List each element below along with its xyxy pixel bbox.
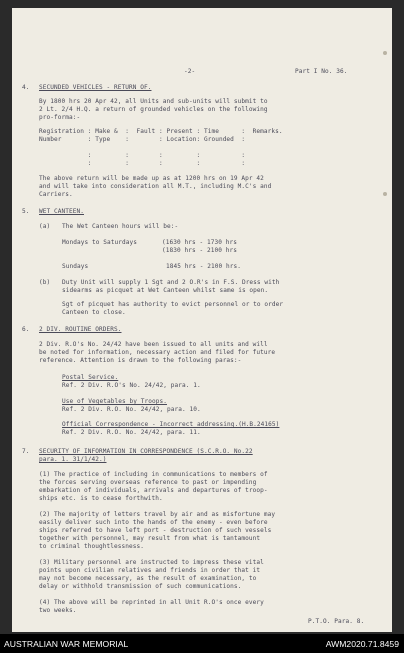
order-item-ref: Ref. 2 Div. R.O's No. 24/42, para. 1. xyxy=(62,382,201,389)
body-line: ships referred to have left port - destruction of such vessels xyxy=(39,527,272,534)
document-page xyxy=(12,8,392,632)
section-heading: SECURITY OF INFORMATION IN CORRESPONDENCE (S.C.R.O. No.22 xyxy=(39,448,253,455)
body-line: points upon civilian relatives and friends in order that it xyxy=(39,567,261,574)
body-line: 2 Lt. 2/4 H.Q. a return of grounded vehicles on the following xyxy=(39,106,268,113)
body-line: delay or withhold transmission of such communications. xyxy=(39,583,242,590)
body-line: Carriers. xyxy=(39,191,73,198)
body-line: pro-forma:- xyxy=(39,114,81,121)
body-line: may not become necessary, as the result of examination, to xyxy=(39,575,257,582)
body-line: Canteen to close. xyxy=(62,309,126,316)
body-line: together with personnel, may result from what is tantamount xyxy=(39,535,261,542)
pto-note: P.T.O. Para. 8. xyxy=(308,618,365,625)
footer-accession-number: AWM2020.71.8459 xyxy=(325,639,399,649)
body-line: embarkation of individuals, arrivals and departures of troop- xyxy=(39,487,268,494)
schedule-times: (1830 hrs - 2100 hrs xyxy=(162,247,237,254)
body-line: ships etc. is to cease forthwith. xyxy=(39,495,163,502)
section-number: 5. xyxy=(22,208,30,215)
footer-institution: AUSTRALIAN WAR MEMORIAL xyxy=(4,639,129,649)
body-line: to criminal thoughtlessness. xyxy=(39,543,144,550)
body-line: sidearms as picquet at Wet Canteen whilst same is open. xyxy=(62,287,269,294)
section-number: 7. xyxy=(22,448,30,455)
body-line: Sgt of picquet has authority to evict personnel or to order xyxy=(62,301,284,308)
body-line: The Wet Canteen hours will be:- xyxy=(62,223,179,230)
form-row: : : : : : xyxy=(39,152,246,159)
section-heading: 2 DIV. ROUTINE ORDERS. xyxy=(39,326,122,333)
section-heading: SECUNDED VEHICLES - RETURN OF. xyxy=(39,84,152,91)
order-item-ref: Ref. 2 Div. R.O. No. 24/42, para. 11. xyxy=(62,429,201,436)
page-number: -2- xyxy=(184,68,196,75)
item-label: (b) xyxy=(39,279,51,286)
body-line: reference. Attention is drawn to the following paras:- xyxy=(39,357,242,364)
punch-hole xyxy=(383,192,387,196)
schedule-times: (1630 hrs - 1730 hrs xyxy=(162,239,237,246)
part-number: Part I No. 36. xyxy=(295,68,348,75)
archive-footer xyxy=(0,634,404,653)
order-item-ref: Ref. 2 Div. R.O. No. 24/42, para. 10. xyxy=(62,406,201,413)
form-header-row: Registration : Make & : Fault : Present : Time : Remarks. xyxy=(39,128,283,135)
body-line: (3) Military personnel are instructed to impress these vital xyxy=(39,559,264,566)
order-item-title: Use of Vegetables by Troops. xyxy=(62,398,167,405)
body-line: Duty Unit will supply 1 Sgt and 2 O.R's in F.S. Dress with xyxy=(62,279,280,286)
body-line: easily deliver such into the hands of the enemy - even before xyxy=(39,519,268,526)
body-line: and will take into consideration all M.T., including M.C's and xyxy=(39,183,272,190)
section-heading-cont: para. 1. 31/1/42.) xyxy=(39,456,107,463)
order-item-title: Postal Service. xyxy=(62,374,119,381)
schedule-days: Mondays to Saturdays xyxy=(62,239,137,246)
schedule-days: Sundays xyxy=(62,263,89,270)
body-line: two weeks. xyxy=(39,607,77,614)
body-line: the forces serving overseas reference to past or impending xyxy=(39,479,257,486)
body-line: The above return will be made up as at 1200 hrs on 19 Apr 42 xyxy=(39,175,264,182)
schedule-times: 1845 hrs - 2100 hrs. xyxy=(166,263,241,270)
form-row: : : : : : xyxy=(39,160,246,167)
body-line: 2 Div. R.O's No. 24/42 have been issued to all units and will xyxy=(39,341,268,348)
section-number: 6. xyxy=(22,326,30,333)
section-number: 4. xyxy=(22,84,30,91)
body-line: By 1800 hrs 20 Apr 42, all Units and sub-units will submit to xyxy=(39,98,268,105)
body-line: (2) The majority of letters travel by air and as misfortune may xyxy=(39,511,276,518)
item-label: (a) xyxy=(39,223,51,230)
order-item-title: Official Correspondence - Incorrect addressing.(H.B.24165) xyxy=(62,421,280,428)
section-heading: WET CANTEEN. xyxy=(39,208,84,215)
punch-hole xyxy=(383,51,387,55)
body-line: (4) The above will be reprinted in all Unit R.O's once every xyxy=(39,599,264,606)
form-header-row: Number : Type : : Location: Grounded : xyxy=(39,136,246,143)
body-line: (1) The practice of including in communications to members of xyxy=(39,471,268,478)
body-line: be noted for information, necessary action and filed for future xyxy=(39,349,276,356)
